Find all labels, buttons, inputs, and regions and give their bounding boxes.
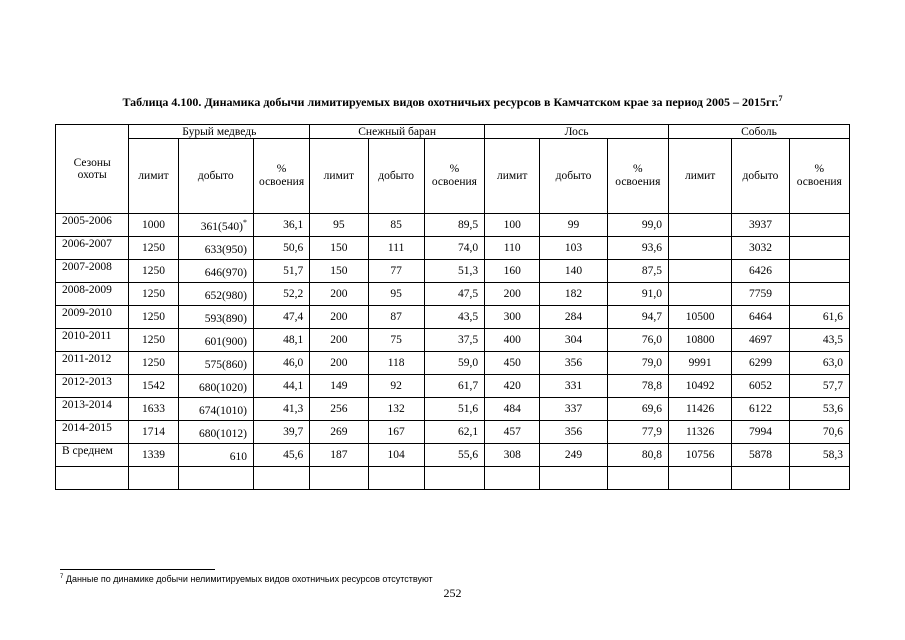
moose-pct-cell: 76,0 <box>607 329 668 352</box>
table-row <box>56 306 850 329</box>
bear-limit-cell: 1250 <box>129 283 178 306</box>
moose-pct-cell: 87,5 <box>607 260 668 283</box>
bear-taken-value: 633(950) <box>204 243 247 256</box>
bear-taken-value: 575(860) <box>204 358 247 371</box>
ram-pct-cell: 37,5 <box>424 329 484 352</box>
empty-cell <box>732 467 789 490</box>
season-cell: 2011-2012 <box>56 352 129 375</box>
table-row <box>56 421 850 444</box>
sable-pct-cell: 70,6 <box>789 421 849 444</box>
bear-pct-cell: 52,2 <box>253 283 309 306</box>
sable-pct-cell <box>789 283 849 306</box>
bear-pct-cell: 46,0 <box>253 352 309 375</box>
moose-limit-cell: 200 <box>485 283 540 306</box>
title-footnote-mark: 7 <box>778 94 783 103</box>
hunting-resources-table <box>55 124 850 490</box>
bear-pct-cell: 51,7 <box>253 260 309 283</box>
ram-pct-header-symbol: % <box>449 163 460 175</box>
ram-limit-cell: 269 <box>310 421 368 444</box>
season-cell: 2008-2009 <box>56 283 129 306</box>
bear-limit-cell: 1250 <box>129 329 178 352</box>
sable-pct-cell <box>789 260 849 283</box>
moose-pct-cell: 93,6 <box>607 237 668 260</box>
table-title-text: Таблица 4.100. Динамика добычи лимитируемых видов охотничьих ресурсов в Камчатском крае за период 2005 – 2015гг. <box>122 95 779 109</box>
moose-limit-cell: 420 <box>485 375 540 398</box>
sable-limit-cell <box>669 283 732 306</box>
moose-taken-cell: 284 <box>540 306 607 329</box>
bear-limit-cell: 1250 <box>129 352 178 375</box>
bear-taken-value: 680(1012) <box>199 427 247 440</box>
ram-taken-cell: 167 <box>368 421 424 444</box>
ram-limit-cell: 150 <box>310 237 368 260</box>
bear-taken-value: 652(980) <box>204 289 247 302</box>
moose-limit-cell: 300 <box>485 306 540 329</box>
bear-limit-cell: 1250 <box>129 237 178 260</box>
moose-limit-cell: 308 <box>485 444 540 467</box>
empty-cell <box>129 467 178 490</box>
sable-taken-cell: 5878 <box>732 444 789 467</box>
header-row-sub <box>56 139 850 214</box>
bear-taken-value: 601(900) <box>204 335 247 348</box>
moose-taken-cell: 356 <box>540 352 607 375</box>
bear-pct-cell: 39,7 <box>253 421 309 444</box>
moose-pct-cell: 94,7 <box>607 306 668 329</box>
moose-limit-header: лимит <box>485 139 540 214</box>
bear-taken-cell <box>178 237 253 260</box>
bear-pct-cell: 41,3 <box>253 398 309 421</box>
ram-limit-cell: 149 <box>310 375 368 398</box>
moose-limit-cell: 100 <box>485 214 540 237</box>
table-title <box>60 94 845 110</box>
season-cell: 2012-2013 <box>56 375 129 398</box>
ram-taken-header: добыто <box>368 139 424 214</box>
bear-pct-header-symbol: % <box>276 163 287 175</box>
bear-taken-cell <box>178 421 253 444</box>
ram-taken-cell: 118 <box>368 352 424 375</box>
header-row-groups <box>56 125 850 139</box>
season-cell: 2005-2006 <box>56 214 129 237</box>
moose-taken-cell: 356 <box>540 421 607 444</box>
sable-limit-cell <box>669 214 732 237</box>
table-row <box>56 214 850 237</box>
moose-pct-header-symbol: % <box>633 163 643 175</box>
sable-pct-cell <box>789 237 849 260</box>
ram-limit-cell: 187 <box>310 444 368 467</box>
table-row <box>56 237 850 260</box>
sable-pct-cell: 57,7 <box>789 375 849 398</box>
moose-pct-header-word: освоения <box>615 176 661 188</box>
bear-pct-cell: 47,4 <box>253 306 309 329</box>
table-row <box>56 260 850 283</box>
group-header-bear: Бурый медведь <box>129 125 310 139</box>
ram-taken-cell: 87 <box>368 306 424 329</box>
page-number: 252 <box>443 586 462 600</box>
sable-pct-cell: 63,0 <box>789 352 849 375</box>
sable-pct-cell: 53,6 <box>789 398 849 421</box>
empty-cell <box>789 467 849 490</box>
ram-limit-cell: 200 <box>310 329 368 352</box>
sable-limit-cell <box>669 237 732 260</box>
table-row <box>56 283 850 306</box>
bear-taken-value: 610 <box>229 450 247 463</box>
bear-limit-cell: 1000 <box>129 214 178 237</box>
moose-limit-cell: 484 <box>485 398 540 421</box>
bear-taken-cell <box>178 306 253 329</box>
table-row <box>56 329 850 352</box>
footnote-mark: 7 <box>60 574 64 580</box>
sable-taken-cell: 6464 <box>732 306 789 329</box>
footnote-separator <box>60 569 215 570</box>
ram-limit-cell: 95 <box>310 214 368 237</box>
bear-taken-value: 361(540) <box>200 220 243 233</box>
ram-taken-cell: 95 <box>368 283 424 306</box>
moose-taken-cell: 249 <box>540 444 607 467</box>
ram-pct-cell: 55,6 <box>424 444 484 467</box>
moose-limit-cell: 450 <box>485 352 540 375</box>
empty-cell <box>310 467 368 490</box>
moose-limit-cell: 457 <box>485 421 540 444</box>
bear-taken-value: 674(1010) <box>199 404 247 417</box>
moose-pct-cell: 79,0 <box>607 352 668 375</box>
bear-taken-cell <box>178 352 253 375</box>
moose-limit-cell: 400 <box>485 329 540 352</box>
table-row <box>56 444 850 467</box>
ram-pct-cell: 59,0 <box>424 352 484 375</box>
table-row <box>56 375 850 398</box>
sable-taken-header: добыто <box>732 139 789 214</box>
moose-pct-cell: 99,0 <box>607 214 668 237</box>
sable-pct-header <box>789 139 849 214</box>
ram-taken-cell: 77 <box>368 260 424 283</box>
bear-taken-cell <box>178 444 253 467</box>
bear-limit-cell: 1250 <box>129 306 178 329</box>
moose-taken-cell: 140 <box>540 260 607 283</box>
ram-pct-header-word: освоения <box>431 176 477 188</box>
season-cell: 2007-2008 <box>56 260 129 283</box>
sable-limit-cell: 10500 <box>669 306 732 329</box>
bear-taken-cell <box>178 283 253 306</box>
moose-limit-cell: 110 <box>485 237 540 260</box>
season-header-line-1: Сезоны <box>73 157 111 169</box>
moose-taken-cell: 99 <box>540 214 607 237</box>
ram-limit-cell: 200 <box>310 352 368 375</box>
sable-taken-cell: 3937 <box>732 214 789 237</box>
moose-taken-cell: 337 <box>540 398 607 421</box>
group-header-ram: Снежный баран <box>310 125 485 139</box>
bear-taken-header: добыто <box>178 139 253 214</box>
ram-pct-cell: 89,5 <box>424 214 484 237</box>
ram-pct-header <box>424 139 484 214</box>
bear-limit-cell: 1633 <box>129 398 178 421</box>
empty-cell <box>424 467 484 490</box>
empty-cell <box>253 467 309 490</box>
sable-pct-header-symbol: % <box>814 163 825 175</box>
moose-taken-cell: 331 <box>540 375 607 398</box>
ram-pct-cell: 51,6 <box>424 398 484 421</box>
ram-taken-cell: 104 <box>368 444 424 467</box>
bear-taken-value: 680(1020) <box>199 381 247 394</box>
bear-taken-cell <box>178 375 253 398</box>
sable-pct-cell <box>789 214 849 237</box>
footnote-text: Данные по динамике добычи нелимитируемых видов охотничьих ресурсов отсутствуют <box>65 574 433 584</box>
ram-pct-cell: 47,5 <box>424 283 484 306</box>
season-cell: 2009-2010 <box>56 306 129 329</box>
sable-taken-cell: 7759 <box>732 283 789 306</box>
table-row <box>56 398 850 421</box>
ram-taken-cell: 132 <box>368 398 424 421</box>
ram-taken-cell: 92 <box>368 375 424 398</box>
moose-pct-cell: 78,8 <box>607 375 668 398</box>
ram-taken-cell: 75 <box>368 329 424 352</box>
moose-taken-cell: 304 <box>540 329 607 352</box>
sable-limit-header: лимит <box>669 139 732 214</box>
bear-pct-header-word: освоения <box>259 176 305 188</box>
season-cell: В среднем <box>56 444 129 467</box>
sable-taken-cell: 6052 <box>732 375 789 398</box>
sable-limit-cell: 10756 <box>669 444 732 467</box>
empty-cell <box>485 467 540 490</box>
ram-limit-cell: 150 <box>310 260 368 283</box>
sable-taken-cell: 6122 <box>732 398 789 421</box>
bear-limit-cell: 1250 <box>129 260 178 283</box>
bear-limit-cell: 1542 <box>129 375 178 398</box>
ram-limit-cell: 200 <box>310 283 368 306</box>
empty-cell <box>669 467 732 490</box>
sable-taken-cell: 6299 <box>732 352 789 375</box>
empty-cell <box>178 467 253 490</box>
ram-taken-cell: 85 <box>368 214 424 237</box>
sable-limit-cell: 10492 <box>669 375 732 398</box>
group-header-moose: Лось <box>485 125 669 139</box>
sable-pct-cell: 43,5 <box>789 329 849 352</box>
season-cell: 2013-2014 <box>56 398 129 421</box>
moose-limit-cell: 160 <box>485 260 540 283</box>
bear-pct-cell: 36,1 <box>253 214 309 237</box>
ram-pct-cell: 43,5 <box>424 306 484 329</box>
empty-cell <box>540 467 607 490</box>
table-row <box>56 352 850 375</box>
ram-limit-header: лимит <box>310 139 368 214</box>
bear-pct-cell: 50,6 <box>253 237 309 260</box>
empty-cell <box>607 467 668 490</box>
sable-limit-cell: 9991 <box>669 352 732 375</box>
moose-taken-cell: 103 <box>540 237 607 260</box>
bear-taken-value: 593(890) <box>204 312 247 325</box>
ram-pct-cell: 61,7 <box>424 375 484 398</box>
bear-taken-footnote-mark: * <box>242 217 247 227</box>
sable-taken-cell: 3032 <box>732 237 789 260</box>
group-header-sable: Соболь <box>669 125 850 139</box>
bear-taken-value: 646(970) <box>204 266 247 279</box>
bear-pct-header <box>253 139 309 214</box>
moose-pct-header <box>607 139 668 214</box>
ram-limit-cell: 256 <box>310 398 368 421</box>
season-cell: 2010-2011 <box>56 329 129 352</box>
empty-cell <box>56 467 129 490</box>
sable-limit-cell: 10800 <box>669 329 732 352</box>
season-header <box>56 125 129 214</box>
empty-cell <box>368 467 424 490</box>
sable-pct-cell: 58,3 <box>789 444 849 467</box>
ram-limit-cell: 200 <box>310 306 368 329</box>
bear-pct-cell: 45,6 <box>253 444 309 467</box>
bear-limit-header: лимит <box>129 139 178 214</box>
bear-taken-cell <box>178 214 253 237</box>
sable-taken-cell: 4697 <box>732 329 789 352</box>
moose-pct-cell: 91,0 <box>607 283 668 306</box>
footnote <box>60 574 433 584</box>
season-cell: 2006-2007 <box>56 237 129 260</box>
sable-pct-header-word: освоения <box>796 176 842 188</box>
sable-taken-cell: 6426 <box>732 260 789 283</box>
moose-taken-cell: 182 <box>540 283 607 306</box>
sable-taken-cell: 7994 <box>732 421 789 444</box>
bear-pct-cell: 48,1 <box>253 329 309 352</box>
sable-limit-cell: 11326 <box>669 421 732 444</box>
sable-pct-cell: 61,6 <box>789 306 849 329</box>
moose-pct-cell: 69,6 <box>607 398 668 421</box>
bear-pct-cell: 44,1 <box>253 375 309 398</box>
season-cell: 2014-2015 <box>56 421 129 444</box>
bear-limit-cell: 1339 <box>129 444 178 467</box>
ram-taken-cell: 111 <box>368 237 424 260</box>
ram-pct-cell: 51,3 <box>424 260 484 283</box>
bear-taken-cell <box>178 329 253 352</box>
ram-pct-cell: 62,1 <box>424 421 484 444</box>
bear-taken-cell <box>178 398 253 421</box>
bear-limit-cell: 1714 <box>129 421 178 444</box>
moose-pct-cell: 80,8 <box>607 444 668 467</box>
empty-row <box>56 467 850 490</box>
ram-pct-cell: 74,0 <box>424 237 484 260</box>
sable-limit-cell <box>669 260 732 283</box>
season-header-line-2: охоты <box>77 169 107 181</box>
moose-pct-cell: 77,9 <box>607 421 668 444</box>
sable-limit-cell: 11426 <box>669 398 732 421</box>
bear-taken-cell <box>178 260 253 283</box>
moose-taken-header: добыто <box>540 139 607 214</box>
